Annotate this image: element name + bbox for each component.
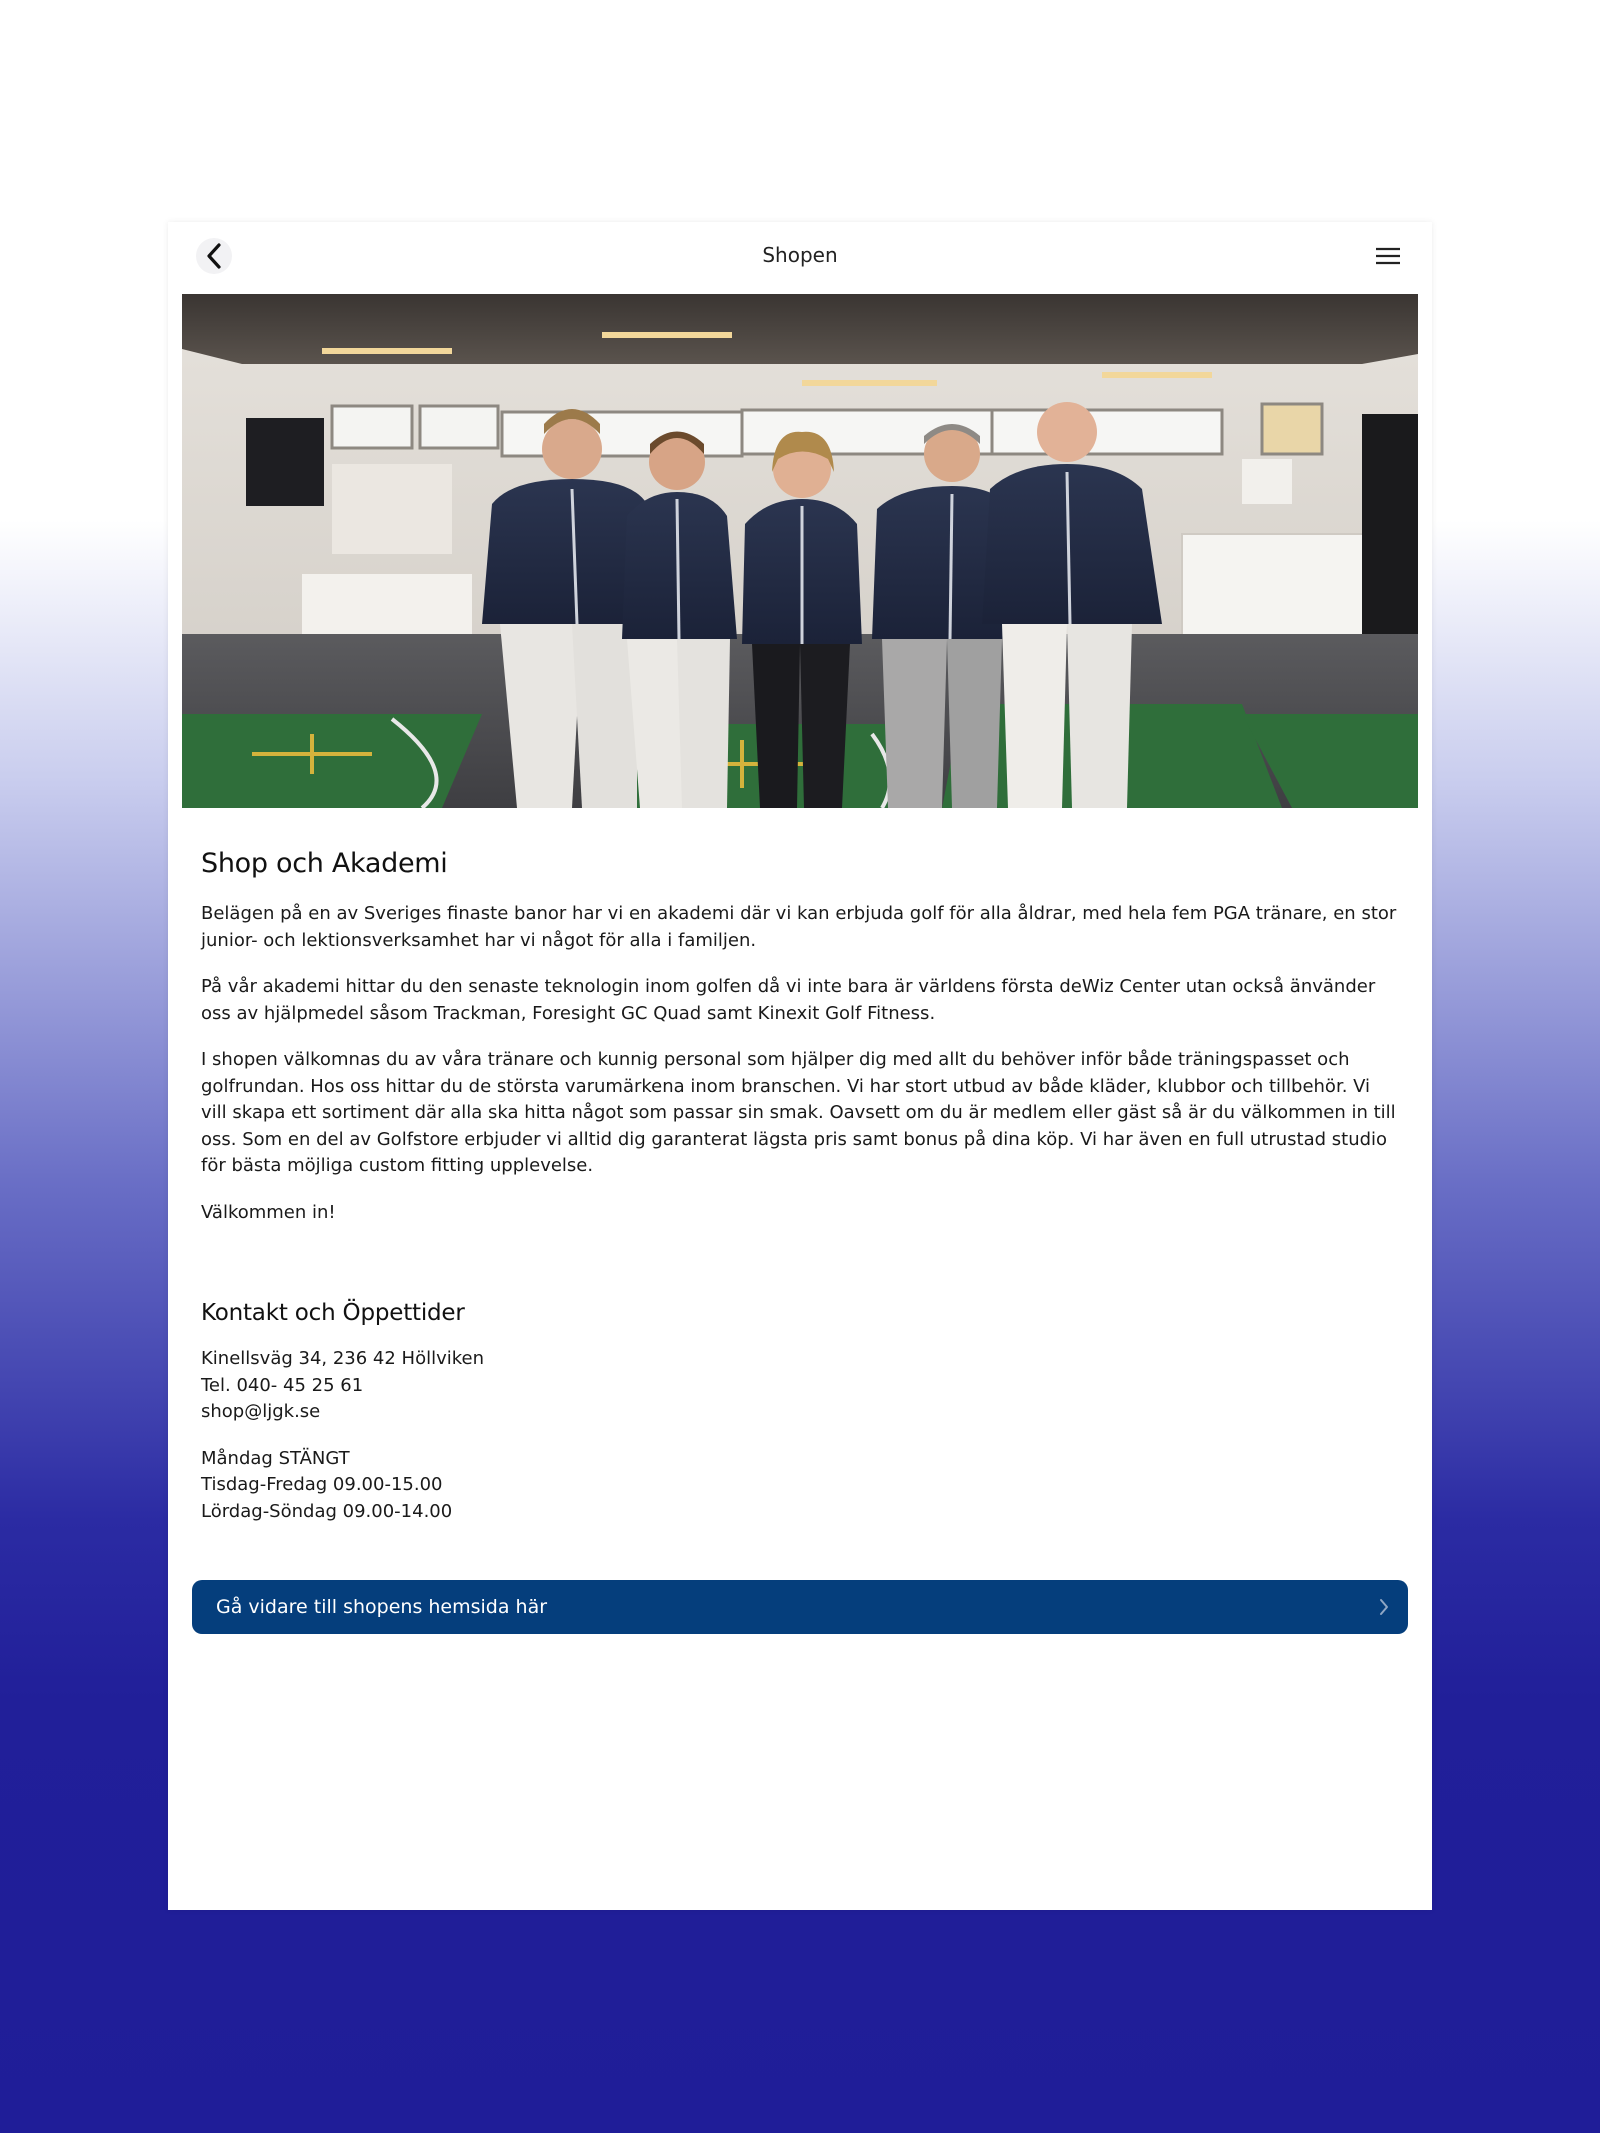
- shop-paragraph-1: Belägen på en av Sveriges finaste banor har vi en akademi där vi kan erbjuda golf för alla åldrar, med hela fem PGA tränare, en stor junior- och lektionsverksamhet har vi något för alla i familjen.: [201, 903, 1397, 951]
- contact-details: [201, 1346, 1401, 1426]
- hero-image: [182, 294, 1418, 808]
- main-content: [201, 848, 1401, 1525]
- shop-website-button-label: Gå vidare till shopens hemsida här: [216, 1596, 548, 1618]
- shop-website-button[interactable]: [192, 1580, 1408, 1634]
- contact-heading: Kontakt och Öppettider: [201, 1300, 465, 1326]
- shop-paragraph-4: Välkommen in!: [201, 1201, 336, 1223]
- contact-phone[interactable]: Tel. 040- 45 25 61: [201, 1374, 364, 1396]
- shop-paragraph-3: I shopen välkomnas du av våra tränare och kunnig personal som hjälper dig med allt du behöver inför både träningspasset och golfrundan. Hos oss hittar du de största varumärkena inom branschen. Vi har stort utbud av både kläder, klubbor och tillbehör. Vi vill skapa ett sortiment där alla ska hitta något som passar sin smak. Oavsett om du är medlem eller gäst så är du välkommen in till oss. Som en del av Golfstore erbjuder vi alltid dig garanterat lägsta pris samt bonus på dina köp. Vi har även en full utrustad studio för bästa möjliga custom fitting upplevelse.: [201, 1049, 1396, 1176]
- menu-button[interactable]: [1374, 244, 1402, 268]
- shop-heading: Shop och Akademi: [201, 848, 448, 879]
- shop-paragraph-2: På vår akademi hittar du den senaste teknologin inom golfen då vi inte bara är världens första deWiz Center utan också änvänder oss av hjälpmedel såsom Trackman, Foresight GC Quad samt Kinexit Golf Fitness.: [201, 976, 1376, 1024]
- opening-hours: [201, 1446, 1401, 1526]
- contact-address: Kinellsväg 34, 236 42 Höllviken: [201, 1348, 485, 1369]
- contact-email[interactable]: shop@ljgk.se: [201, 1401, 321, 1422]
- hamburger-menu-icon: [1374, 244, 1402, 268]
- hours-sat-sun: Lördag-Söndag 09.00-14.00: [201, 1500, 453, 1522]
- chevron-right-icon: [1378, 1597, 1390, 1617]
- top-bar: [168, 222, 1432, 292]
- team-photo: [182, 294, 1418, 808]
- hours-monday: Måndag STÄNGT: [201, 1447, 350, 1469]
- page-title: Shopen: [762, 243, 838, 267]
- app-window: [168, 222, 1432, 1910]
- hours-tue-fri: Tisdag-Fredag 09.00-15.00: [201, 1474, 443, 1495]
